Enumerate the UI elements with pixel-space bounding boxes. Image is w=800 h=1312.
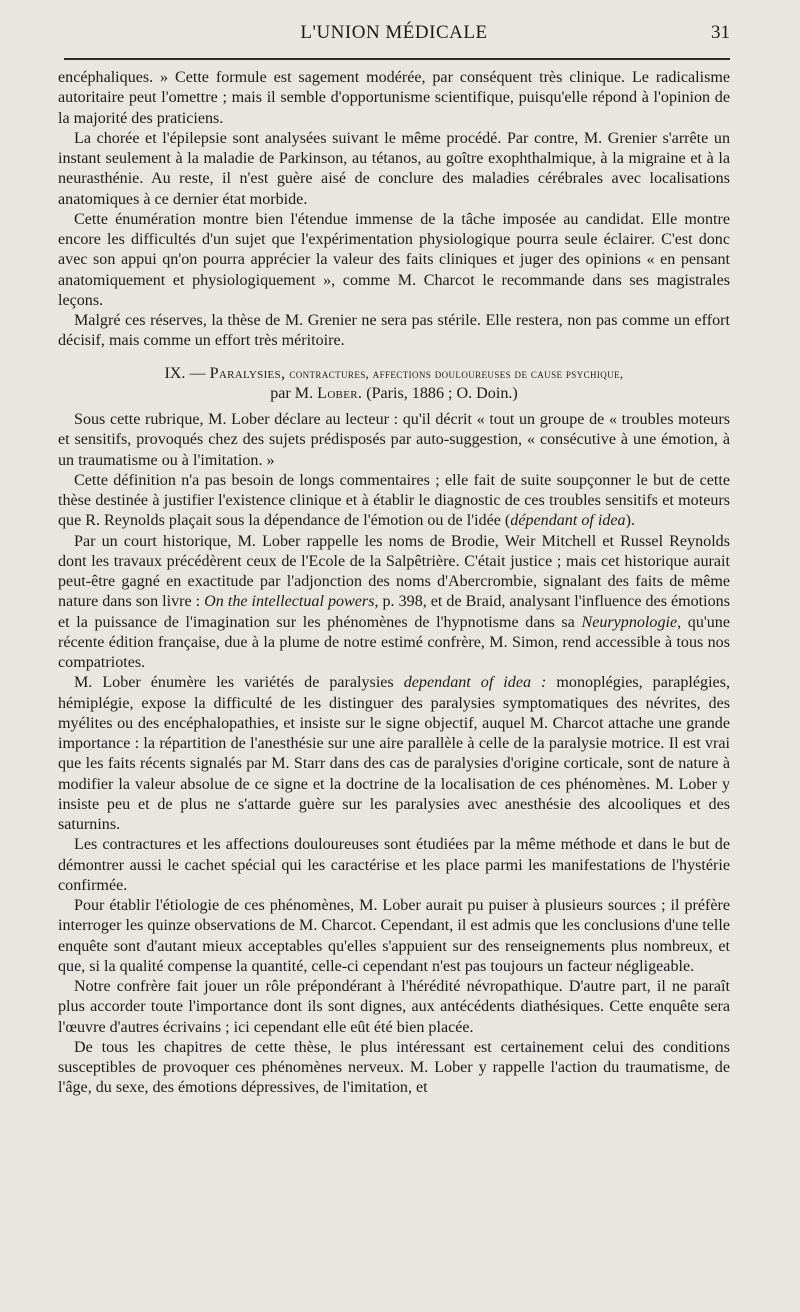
paragraph-11: Notre confrère fait jouer un rôle prépondérant à l'hérédité névropathique. D'autre part, il ne paraît plus accorder toute l'importance dont ils sont dignes, aux antécédents diathésiques. Cette enquête sera l'œuvre d'autres écrivains ; ici cependant elle eût été bien placée. xyxy=(58,978,730,1036)
paragraph-2: La chorée et l'épilepsie sont analysées suivant le même procédé. Par contre, M. Grenier s'arrête un instant seulement à la maladie de Parkinson, au tétanos, au goître exophthalmique, à la migraine et à la neurasthénie. Au reste, il n'est guère aisé de conclure des maladies cérébrales avec localisations anatomiques à ce dernier état morbide. xyxy=(58,129,730,208)
section-title-initial: Paralysies, xyxy=(209,364,286,382)
paragraph-9: Les contractures et les affections douloureuses sont étudiées par la même méthode et dans le but de démontrer aussi le cachet spécial qui les caractérise et les place parmi les manifestations de l'hystérie confirmée. xyxy=(58,836,730,894)
paragraph-3: Cette énumération montre bien l'étendue immense de la tâche imposée au candidat. Elle montre encore les difficultés d'un sujet que l'expérimentation physiologique pourra seule éclairer. C'est donc avec son appui qn'on pourra apprécier la valeur des faits cliniques et juger des opinions « en pensant anatomiquement et physiologiquement », comme M. Charcot le recommande dans ses magistrales leçons. xyxy=(58,210,730,309)
paragraph-5: Sous cette rubrique, M. Lober déclare au lecteur : qu'il décrit « tout un groupe de « troubles moteurs et sensitifs, provoqués chez des sujets prédisposés par auto-suggestion, « consécutive à une émotion, à un traumatisme ou à l'imitation. » xyxy=(58,411,730,469)
section-title-line xyxy=(58,364,730,384)
page-number: 31 xyxy=(711,22,730,43)
section-heading xyxy=(58,364,730,405)
paragraph-4: Malgré ces réserves, la thèse de M. Grenier ne sera pas stérile. Elle restera, non pas comme un effort décisif, mais comme un effort très méritoire. xyxy=(58,312,730,350)
italic-phrase: dependant of idea : xyxy=(403,674,547,692)
section-title-caps: contractures, affections douloureuses de cause psychique, xyxy=(289,366,624,381)
article-text xyxy=(58,68,730,1099)
italic-book-title: On the intellectual powers xyxy=(204,593,375,611)
paragraph-12: De tous les chapitres de cette thèse, le plus intéressant est certainement celui des conditions susceptibles de provoquer ces phénomènes nerveux. M. Lober y rappelle l'action du traumatisme, de l'âge, du sexe, des émotions dépressives, de l'imitation, et xyxy=(58,1038,730,1097)
paragraph-8: M. Lober énumère les variétés de paralysies dependant of idea : monoplégies, paraplégies, hémiplégie, expose la difficulté de les distinguer des paralysies symptomatiques des névrites, des myélites ou des encéphalopathies, et insiste sur le signe objectif, auquel M. Charcot attache une grande importance : la répartition de l'anesthésie sur une aire parallèle à celle de la paralysie motrice. Il est vrai que les faits récents signalés par M. Starr dans des cas de paralysies d'origine corticale, sont de nature à modifier la valeur absolue de ce signe et la doctrine de la localisation de ces phénomènes. M. Lober y insiste peu et de plus ne s'attarde guère sur les paralysies avec anesthésie des alcooliques et des saturnins. xyxy=(58,674,730,833)
section-author-prefix: par M. xyxy=(270,384,314,402)
paragraph-10: Pour établir l'étiologie de ces phénomènes, M. Lober aurait pu puiser à plusieurs sources ; il préfère interroger les quinze observations de M. Charcot. Cependant, il est admis que les conclusions d'une telle enquête sont d'autant mieux acceptables qu'elles s'appuient sur des renseignements plus nombreux, et que, si la qualité compense la quantité, celle-ci cependant n'est pas toujours un facteur négligeable. xyxy=(58,897,730,975)
paragraph-1: encéphaliques. » Cette formule est sagement modérée, par conséquent très clinique. Le radicalisme autoritaire peut l'omettre ; mais il semble d'opportunisme scientifique, puisqu'elle répond à l'opinion de la majorité des praticiens. xyxy=(58,69,730,127)
paragraph-6: Cette définition n'a pas besoin de longs commentaires ; elle fait de suite soupçonner le but de cette thèse destinée à justifier l'existence clinique et à établir le diagnostic de ces troubles sensitifs et moteurs que R. Reynolds plaçait sous la dépendance de l'émotion ou de l'idée (dépendant of idea). xyxy=(58,471,730,530)
running-head xyxy=(58,18,730,52)
journal-title: L'UNION MÉDICALE xyxy=(300,22,488,43)
header-rule xyxy=(64,58,730,60)
paragraph-7: Par un court historique, M. Lober rappelle les noms de Brodie, Weir Mitchell et Russel Reynolds dont les travaux précédèrent ceux de l'Ecole de la Salpêtrière. C'était justice ; mais cet historique aurait peut-être gagné en exactitude par l'adjonction des noms d'Abercrombie, signalant des faits de même nature dans son livre : On the intellectual powers, p. 398, et de Braid, analysant l'influence des émotions et la puissance de l'imagination sur les phénomènes de l'hypnotisme dans sa Neurypnologie, qu'une récente édition française, due à la plume de notre estimé confrère, M. Simon, rend accessible à tous nos compatriotes. xyxy=(58,532,731,671)
section-author-name: Lober. xyxy=(317,384,363,402)
italic-phrase: dépendant of idea xyxy=(510,512,626,530)
section-citation: (Paris, 1886 ; O. Doin.) xyxy=(366,384,518,402)
section-number: IX. — xyxy=(164,364,206,382)
section-author-line xyxy=(58,384,730,404)
italic-book-title: Neurypnologie xyxy=(581,613,678,631)
